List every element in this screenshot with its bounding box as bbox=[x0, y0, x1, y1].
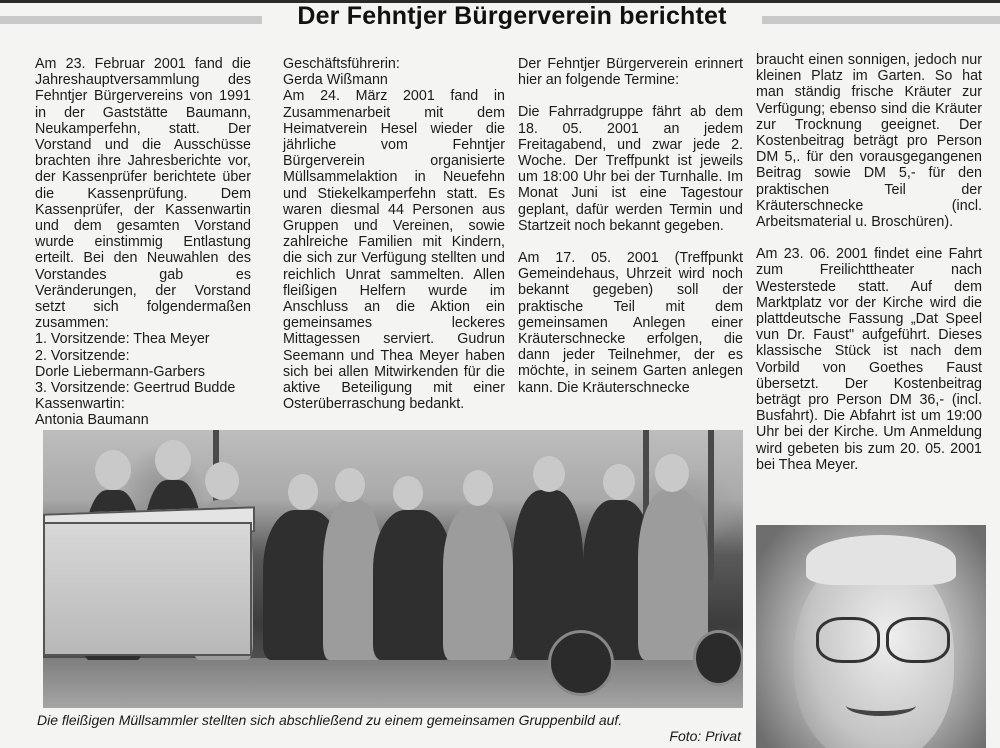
portrait-photo bbox=[756, 525, 986, 748]
paragraph-bicycle-group: Die Fahrradgruppe fährt ab dem 18. 05. 2001 an jedem Freitagabend, und zwar jede 2. Woche. Der Treffpunkt ist jeweils um 18:00 Uhr bei der Turnhalle. Im Monat Juni ist eine Tagestour geplant, dafür werden Termin und Startzeit noch bekannt gegeben. bbox=[518, 104, 743, 234]
paragraph-herb-spiral: Am 17. 05. 2001 (Treffpunkt Gemeindehaus, Uhrzeit wird noch bekannt gegeben) soll der praktische Teil mit dem gemeinsamen Anlegen einer Kräuterschnecke erfolgen, die dann jeder Teilnehmer, der es möchte, in seinem Garten anlegen kann. Die Kräuterschnecke bbox=[518, 250, 743, 396]
board-line-chair-3: 3. Vorsitzende: Geertrud Budde bbox=[35, 380, 236, 397]
article-column-4 bbox=[756, 52, 982, 473]
board-line-treasurer-title: Kassenwartin: bbox=[35, 396, 125, 413]
board-line-chair-1: 1. Vorsitzende: Thea Meyer bbox=[35, 331, 210, 348]
article-headline: Der Fehntjer Bürgerverein berichtet bbox=[297, 2, 727, 30]
board-line-manager-title: Geschäftsführerin: bbox=[283, 56, 400, 72]
paragraph-dates-intro: Der Fehntjer Bürgerverein erinnert hier an folgende Termine: bbox=[518, 56, 743, 89]
article-column-2 bbox=[283, 56, 505, 412]
paragraph-annual-meeting: Am 23. Februar 2001 fand die Jahreshauptversammlung des Fehntjer Bürgervereins von 1991 in der Gaststätte Baumann, Neukamperfehn, statt. Der Vorstand und die Ausschüsse brachten ihre Jahresberichte vor, der Kassenprüfer berichtete über die Kassenprüfung. Dem Kassenprüfer, der Kassenwartin und dem gesamten Vorstand wurde einstimmig Entlastung erteilt. Bei den Neuwahlen des Vorstandes gab es Veränderungen, der Vorstand setzt sich folgendermaßen zusammen: bbox=[35, 56, 251, 332]
article-column-1 bbox=[35, 56, 251, 429]
paragraph-theatre-trip: Am 23. 06. 2001 findet eine Fahrt zum Freilichttheater nach Westerstede statt. Auf dem Marktplatz vor der Kirche wird die plattdeutsche Fassung „Dat Speel vun Dr. Faust" aufgeführt. Dieses klassische Stück ist nach dem Vorbild von Goethes Faust übersetzt. Der Kostenbeitrag beträgt pro Person DM 36,- (incl. Busfahrt). Die Abfahrt ist um 19:00 Uhr bei der Kirche. Um Anmeldung wird gebeten bis zum 20. 05. 2001 bei Thea Meyer. bbox=[756, 246, 982, 473]
article-column-3 bbox=[518, 56, 743, 396]
headline-bar-left bbox=[0, 16, 262, 24]
board-line-treasurer-name: Antonia Baumann bbox=[35, 412, 149, 429]
photo-caption: Die fleißigen Müllsammler stellten sich abschließend zu einem gemeinsamen Gruppenbild auf. bbox=[37, 712, 623, 728]
paragraph-herb-spiral-cont: braucht einen sonnigen, jedoch nur kleinen Platz im Garten. So hat man ständig frische Kräuter zur Verfügung; ebenso sind die Kräuter zur Trocknung geeignet. Der Kostenbeitrag beträgt pro Person DM 5,. für den vorausgegangenen Beitrag sowie DM 5,- für den praktischen Teil der Kräuterschnecke (incl. Arbeitsmaterial u. Broschüren). bbox=[756, 52, 982, 231]
board-line-chair-2-title: 2. Vorsitzende: bbox=[35, 347, 130, 364]
board-line-manager-name: Gerda Wißmann bbox=[283, 72, 388, 89]
group-photo bbox=[43, 430, 743, 708]
paragraph-cleanup-action: Am 24. März 2001 fand in Zusammenarbeit mit dem Heimatverein Hesel wieder die jährliche vom Fehntjer Bürgerverein organisierte Müllsammelaktion in Neuefehn und Stiekelkamperfehn statt. Es waren diesmal 44 Personen aus Gruppen und Vereinen, sowie zahlreiche Familien mit Kindern, die sich zur Verfügung stellten und reichlich Unrat sammelten. Allen fleißigen Helfern wurde im Anschluss an die Aktion ein gemeinsames leckeres Mittagessen serviert. Gudrun Seemann und Thea Meyer haben sich bei allen Mitwirkenden für die aktive Beteiligung mit einer Osterüberraschung bedankt. bbox=[283, 88, 505, 413]
headline-bar-right bbox=[762, 16, 1000, 24]
photo-credit: Foto: Privat bbox=[669, 728, 741, 744]
board-line-chair-2-name: Dorle Liebermann-Garbers bbox=[35, 363, 206, 380]
